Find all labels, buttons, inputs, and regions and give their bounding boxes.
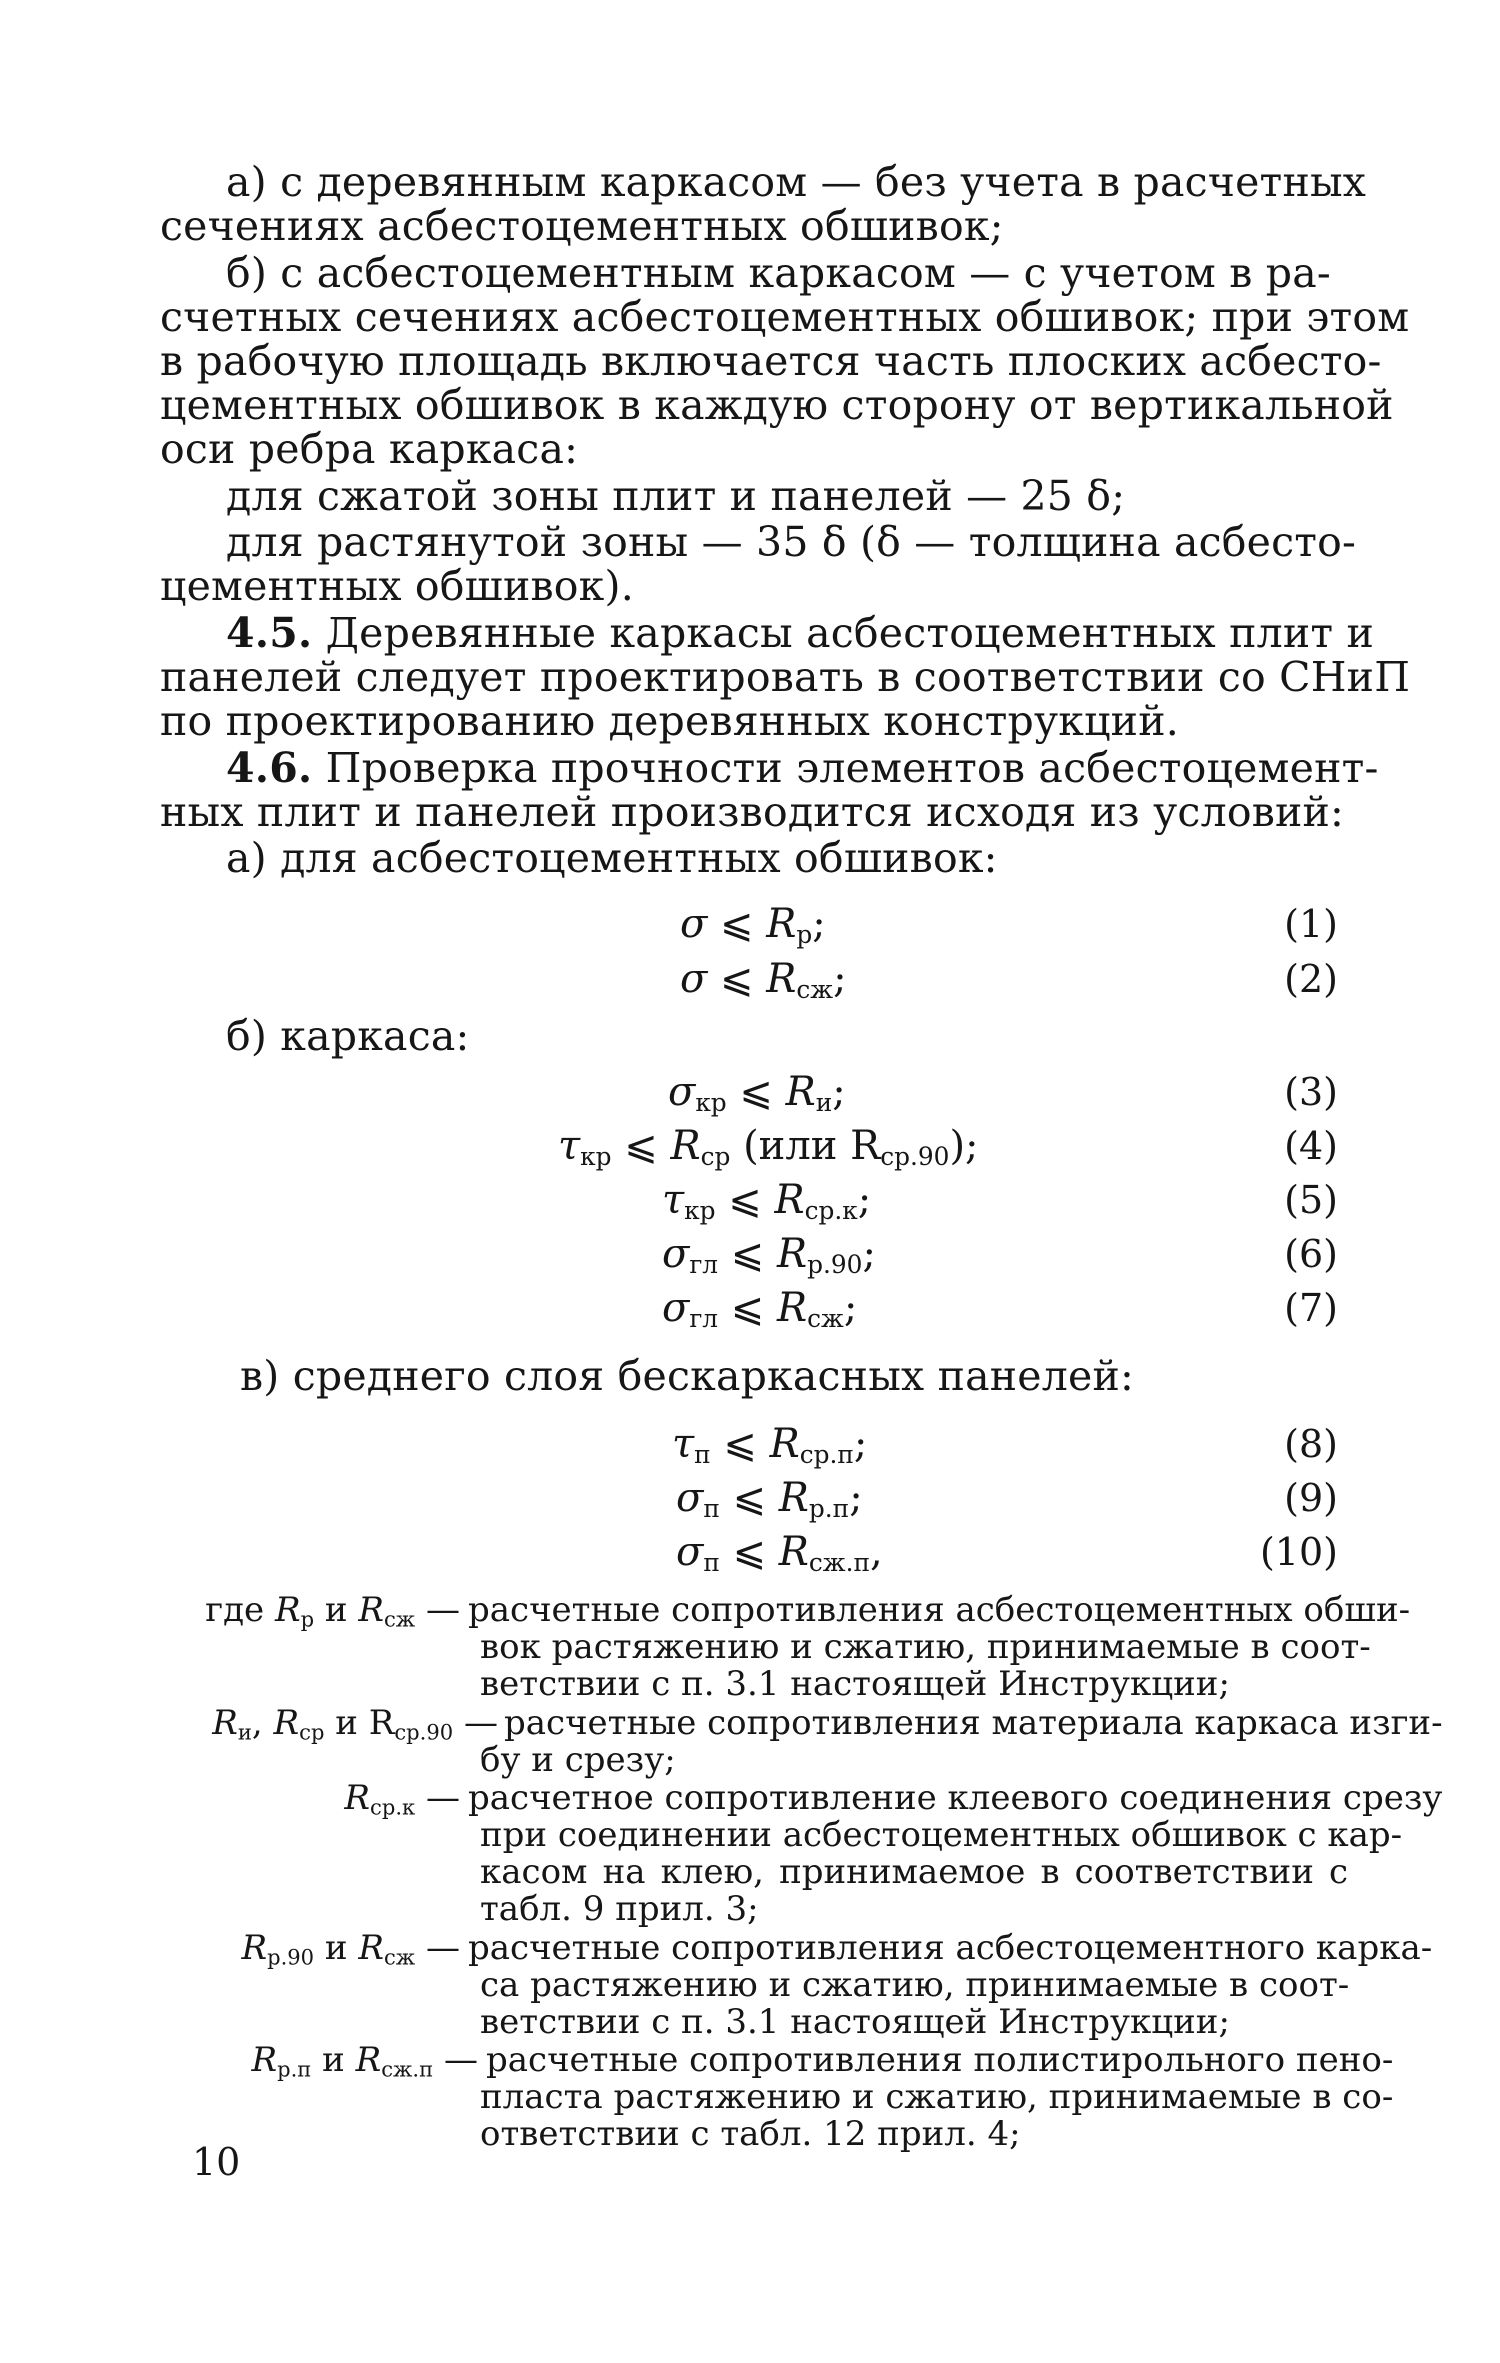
text-line: б) с асбестоцементным каркасом — с учетом в ра- (226, 249, 1331, 297)
definition-line: расчетное сопротивление клеевого соединения срезу (468, 1778, 1443, 1818)
equation-number: (1) (1284, 902, 1338, 946)
equation-number: (4) (1284, 1124, 1338, 1168)
text-line: оси ребра каркаса: (160, 425, 579, 473)
definition-line: расчетные сопротивления материала каркаса изги- (504, 1703, 1443, 1743)
definition-line: пласта растяжению и сжатию, принимаемые в со- (480, 2077, 1394, 2117)
equation: $\tau_{кр}$ ⩽ $R_{ср.к}$; (662, 1177, 872, 1226)
text-line: цементных обшивок). (160, 562, 634, 610)
definition-line: касом на клею, принимаемое в соответствии с (480, 1852, 1348, 1892)
section-number: 4.5. (226, 609, 313, 657)
text-line (226, 609, 1375, 657)
equation: $\sigma_{кр}$ ⩽ $R_и$; (668, 1069, 846, 1118)
page-number: 10 (192, 2140, 241, 2184)
text-line: в рабочую площадь включается часть плоских асбесто- (160, 337, 1382, 385)
equation: σ ⩽ $R_р$; (680, 901, 826, 950)
text-line: для растянутой зоны — 35 δ (δ — толщина асбесто- (226, 518, 1357, 566)
definition-line: табл. 9 прил. 3; (480, 1889, 759, 1929)
equation: $\sigma_п$ ⩽ $R_{р.п}$; (676, 1475, 863, 1524)
text-line: в) среднего слоя бескаркасных панелей: (240, 1352, 1134, 1400)
text-line: по проектированию деревянных конструкций. (160, 697, 1179, 745)
text-line: сечениях асбестоцементных обшивок; (160, 202, 1004, 250)
definition-term: $R_{р.90}$ и $R_{сж}$ — (241, 1928, 460, 1970)
text-line: а) для асбестоцементных обшивок: (226, 834, 998, 882)
equation-number: (8) (1284, 1422, 1338, 1466)
text-line: панелей следует проектировать в соответствии со СНиП (160, 653, 1411, 701)
text-line: а) с деревянным каркасом — без учета в расчетных (226, 158, 1367, 206)
definition-line: бу и срезу; (480, 1740, 676, 1780)
definition-line: ответствии с табл. 12 прил. 4; (480, 2114, 1021, 2154)
equation: $\tau_{кр}$ ⩽ $R_{ср}$ (или $R_{ср.90}$); (558, 1123, 979, 1172)
text-line: ных плит и панелей производится исходя из условий: (160, 788, 1345, 836)
equation-number: (2) (1284, 957, 1338, 1001)
text-line: для сжатой зоны плит и панелей — 25 δ; (226, 472, 1126, 520)
equation-number: (6) (1284, 1232, 1338, 1276)
text-line: б) каркаса: (226, 1012, 470, 1060)
definition-line: при соединении асбестоцементных обшивок с кар- (480, 1815, 1403, 1855)
equation: $\sigma_п$ ⩽ $R_{сж.п}$, (676, 1529, 883, 1578)
definition-line: расчетные сопротивления асбестоцементного карка- (468, 1928, 1433, 1968)
text-line: цементных обшивок в каждую сторону от вертикальной (160, 381, 1394, 429)
definition-line: расчетные сопротивления асбестоцементных обши- (468, 1590, 1411, 1630)
definition-term: где $R_р$ и $R_{сж}$ — (205, 1590, 460, 1632)
equation: $\sigma_{гл}$ ⩽ $R_{р.90}$; (662, 1231, 876, 1280)
equation: $\sigma_{гл}$ ⩽ $R_{сж}$; (662, 1285, 858, 1334)
section-number: 4.6. (226, 744, 313, 792)
definition-line: расчетные сопротивления полистирольного пено- (486, 2040, 1394, 2080)
equation-number: (9) (1284, 1476, 1338, 1520)
definition-term: $R_и$, $R_{ср}$ и $R_{ср.90}$ — (212, 1703, 498, 1745)
definition-line: са растяжению и сжатию, принимаемые в соот- (480, 1965, 1350, 2005)
text-line (226, 744, 1379, 792)
equation-number: (10) (1259, 1530, 1338, 1574)
equation: $\tau_п$ ⩽ $R_{ср.п}$; (672, 1421, 868, 1470)
equation-number: (7) (1284, 1286, 1338, 1330)
equation: σ ⩽ $R_{сж}$; (680, 956, 847, 1005)
section-text: Деревянные каркасы асбестоцементных плит и (312, 609, 1375, 657)
definition-line: ветствии с п. 3.1 настоящей Инструкции; (480, 2002, 1230, 2042)
equation-number: (3) (1284, 1070, 1338, 1114)
definition-line: ветствии с п. 3.1 настоящей Инструкции; (480, 1664, 1230, 1704)
definition-term: $R_{ср.к}$ — (344, 1778, 460, 1820)
definition-term: $R_{р.п}$ и $R_{сж.п}$ — (251, 2040, 478, 2082)
section-text: Проверка прочности элементов асбестоцемент- (312, 744, 1379, 792)
text-line: счетных сечениях асбестоцементных обшивок; при этом (160, 293, 1410, 341)
definition-line: вок растяжению и сжатию, принимаемые в соот- (480, 1627, 1371, 1667)
equation-number: (5) (1284, 1178, 1338, 1222)
